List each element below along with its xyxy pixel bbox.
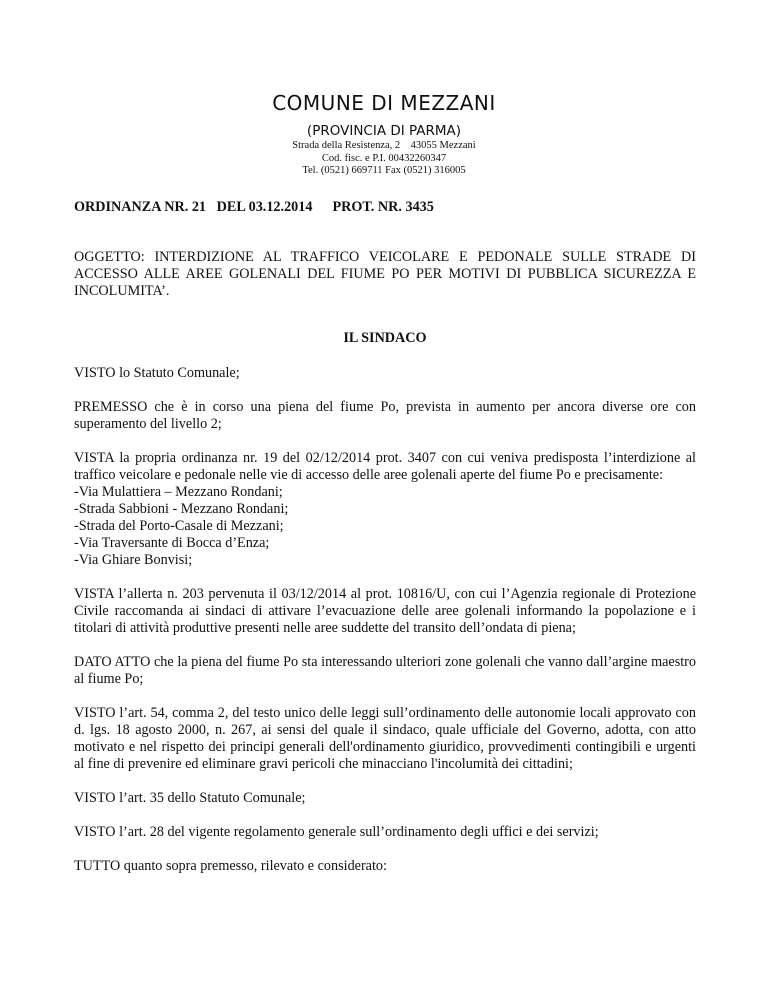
- vista-ordinanza-text: VISTA la propria ordinanza nr. 19 del 02/12/2014 prot. 3407 con cui veniva predisposta l’interdizione al traffico veicolare e pedonale nelle vie di accesso delle aree golenali aperte del fiume Po e precisamente:: [74, 450, 696, 483]
- fiscal-code-line: Cod. fisc. e P.I. 00432260347: [321, 152, 447, 164]
- paragraph-visto-art28: VISTO l’art. 28 del vigente regolamento generale sull’ordinamento degli uffici e dei servizi;: [74, 824, 599, 840]
- address-line: Strada della Resistenza, 2 43055 Mezzani: [292, 140, 476, 151]
- list-item: -Via Ghiare Bonvisi;: [74, 552, 193, 568]
- subject: OGGETTO: INTERDIZIONE AL TRAFFICO VEICOLARE E PEDONALE SULLE STRADE DI ACCESSO ALLE AREE GOLENALI DEL FIUME PO PER MOTIVI DI PUBBLICA SICUREZZA E INCOLUMITA’.: [74, 249, 696, 299]
- paragraph-vista-allerta: VISTA l’allerta n. 203 pervenuta il 03/12/2014 al prot. 10816/U, con cui l’Agenzia regionale di Protezione Civile raccomanda ai sindaci di attivare l’evacuazione delle aree golenali informando la popolazione e i titolari di attività produttive presenti nelle aree suddette del transito dell’ondata di piena;: [74, 586, 696, 636]
- paragraph-visto-art35: VISTO l’art. 35 dello Statuto Comunale;: [74, 790, 306, 806]
- paragraph-visto-statuto: VISTO lo Statuto Comunale;: [74, 365, 240, 381]
- comune-title: COMUNE DI MEZZANI: [272, 91, 496, 115]
- paragraph-dato-atto: DATO ATTO che la piena del fiume Po sta interessando ulteriori zone golenali che vanno dall’argine maestro al fiume Po;: [74, 654, 696, 687]
- document-body: [74, 199, 696, 875]
- sindaco-heading: IL SINDACO: [343, 330, 427, 346]
- provincia-subtitle: (PROVINCIA DI PARMA): [306, 123, 462, 139]
- phone-line: Tel. (0521) 669711 Fax (0521) 316005: [302, 165, 466, 176]
- letterhead: [0, 0, 768, 178]
- ordinanza-line: [74, 199, 696, 216]
- list-item: -Via Traversante di Bocca d’Enza;: [74, 535, 270, 551]
- list-item: -Strada Sabbioni - Mezzano Rondani;: [74, 501, 289, 517]
- list-item: -Via Mulattiera – Mezzano Rondani;: [74, 484, 283, 500]
- paragraph-vista-ordinanza: [74, 450, 696, 569]
- protocol-number: PROT. NR. 3435: [332, 199, 434, 215]
- paragraph-visto-art54: VISTO l’art. 54, comma 2, del testo unico delle leggi sull’ordinamento delle autonomie locali approvato con d. lgs. 18 agosto 2000, n. 267, ai sensi del quale il sindaco, quale ufficiale del Governo, adotta, con atto motivato e nel rispetto dei principi generali dell'ordinamento giuridico, provvedimenti contingibili e urgenti al fine di prevenire ed eliminare gravi pericoli che minacciano l'incolumità dei cittadini;: [74, 705, 696, 772]
- paragraph-tutto-quanto: TUTTO quanto sopra premesso, rilevato e considerato:: [74, 858, 387, 874]
- paragraph-premesso: PREMESSO che è in corso una piena del fiume Po, prevista in aumento per ancora diverse ore con superamento del livello 2;: [74, 399, 696, 432]
- ordinanza-number: ORDINANZA NR. 21 DEL 03.12.2014: [74, 199, 313, 215]
- list-item: -Strada del Porto-Casale di Mezzani;: [74, 518, 284, 534]
